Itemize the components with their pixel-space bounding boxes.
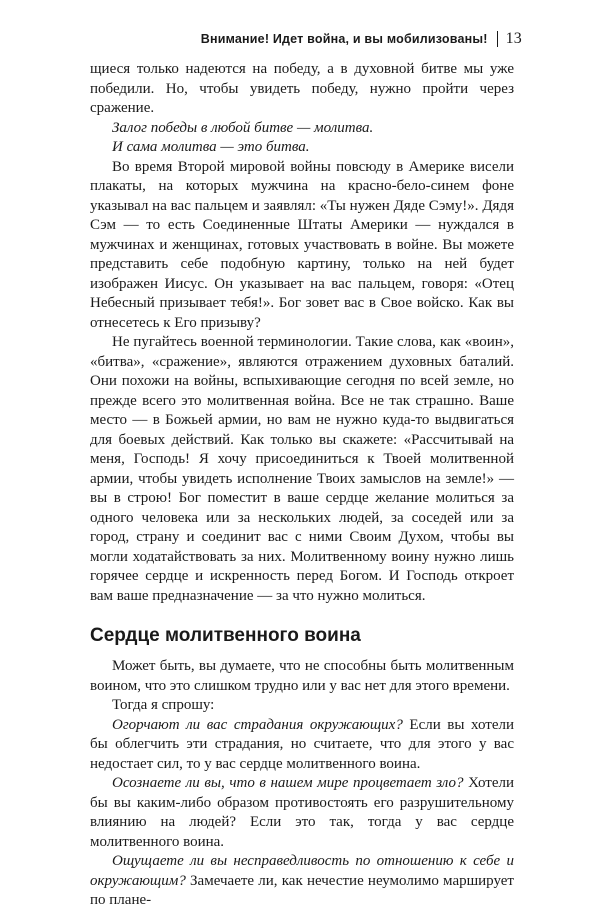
question-paragraph bbox=[90, 852, 514, 911]
body-text bbox=[90, 60, 514, 911]
running-title: Внимание! Идет война, и вы мобилизованы! bbox=[200, 32, 488, 46]
page-number: 13 bbox=[505, 30, 522, 47]
paragraph: Во время Второй мировой войны повсюду в Америке висели плакаты, на которых мужчина на красно-бело-синем фоне указывал на вас пальцем и заявлял: «Ты нужен Дяде Сэму!». Дядя Сэм — то есть Соединенные Штаты Америки — нуждался в мужчинах и женщинах, готовых участвовать в войне. Вы можете представить себе подобную картину, только на ней будет изображен Иисус. Он указывает на вас пальцем, говоря: «Отец Небесный призывает тебя!». Бог зовет вас в Свое войско. Как вы отнесетесь к Его призыву? bbox=[90, 158, 514, 331]
paragraph: Тогда я спрошу: bbox=[112, 697, 215, 713]
question-paragraph bbox=[90, 716, 514, 775]
question-rest: Хотели бы вы каким-либо образом противостоять его разрушительному влиянию на людей? Если это так, тогда у вас сердце молитвенного воина. bbox=[90, 775, 514, 850]
question-text: Огорчают ли вас страдания окружающих? bbox=[112, 716, 403, 733]
running-header bbox=[201, 30, 522, 48]
header-divider bbox=[497, 31, 498, 47]
paragraph: Не пугайтесь военной терминологии. Такие слова, как «воин», «битва», «сражение», являются отражением духовных баталий. Они похожи на войны, вспыхивающие сегодня по всей земле, но прежде всего это молитвенная война. Все не так страшно. Ваше место — в Божьей армии, но вам не нужно куда-то выдвигаться для боевых действий. Как только вы скажете: «Рассчитывай на меня, Господь! Я хочу присоединиться к Твоей молитвенной армии, чтобы увидеть исполнение Твоих замыслов на земле!» — вы в строю! Бог поместит в ваше сердце желание молиться за одного человека или за нескольких людей, за соседей или за город, страну и соединит вас с ними Своим Духом, чтобы вы могли ходатайствовать за них. Молитвенному воину нужно лишь горячее сердце и искренность перед Богом. И Господь откроет вам ваше предназначение — за что нужно молиться. bbox=[90, 334, 514, 604]
question-text: Осознаете ли вы, что в нашем мире процветает зло? bbox=[112, 775, 464, 791]
paragraph-italic: Залог победы в любой битве — молитва. bbox=[112, 119, 374, 136]
section-heading: Сердце молитвенного воина bbox=[90, 625, 361, 646]
paragraph: Может быть, вы думаете, что не способны быть молитвенным воином, что это слишком трудно или у вас нет для этого времени. bbox=[90, 658, 514, 694]
paragraph: щиеся только надеются на победу, а в духовной битве мы уже победили. Но, чтобы увидеть победу, нужно пройти через сражение. bbox=[90, 61, 514, 116]
question-rest: Замечаете ли, как нечестие неумолимо марширует по плане- bbox=[90, 872, 514, 908]
question-rest: Если вы хотели бы облегчить эти страдания, но считаете, что для этого у вас недостает сил, то у вас сердце молитвенного воина. bbox=[90, 716, 514, 772]
question-paragraph bbox=[90, 774, 514, 852]
question-text: Ощущаете ли вы несправедливость по отношению к себе и окружающим? bbox=[90, 853, 514, 889]
paragraph-italic: И сама молитва — это битва. bbox=[112, 139, 310, 155]
